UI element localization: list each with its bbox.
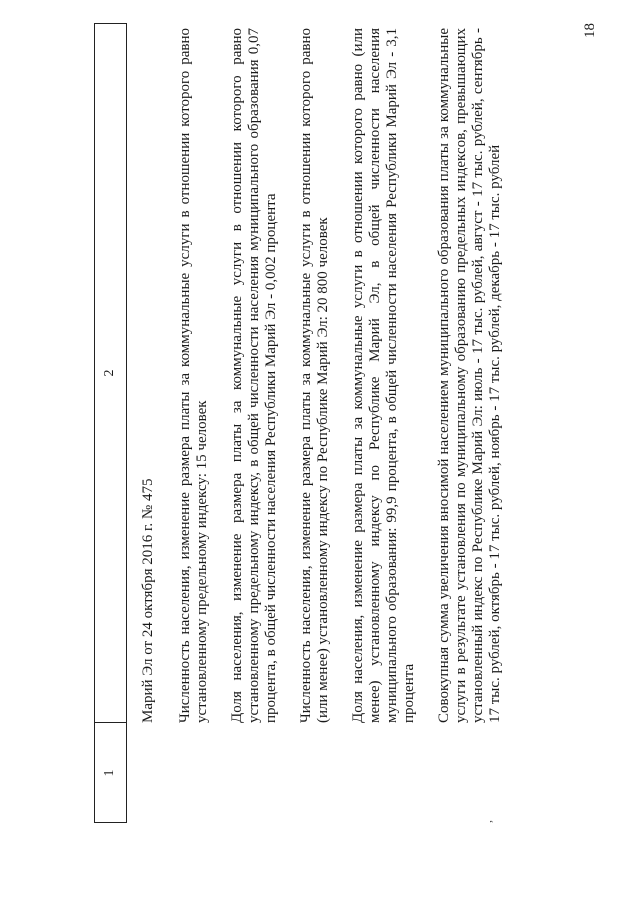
table-top-border <box>94 23 95 823</box>
table-header-divider <box>126 23 127 823</box>
text-block: Доля населения, изменение размера платы за коммунальные услуги в отношении которого равно установленному предельному индексу, в общей численности населения муниципального образования 0,07 процента, в общей численности населения Республики Марий Эл - 0,002 процента <box>229 28 279 723</box>
column-1-header: 1 <box>102 769 117 777</box>
table-right-border <box>94 23 126 24</box>
dateline: Марий Эл от 24 октября 2016 г. № 475 <box>140 478 156 723</box>
text-block: Численность населения, изменение размера платы за коммунальные услуги в отношении которого равно (или менее) установленному индексу по Республике Марий Эл: 20 800 человек <box>298 28 331 723</box>
text-block: Численность населения, изменение размера платы за коммунальные услуги в отношении которого равно установленному предельному индексу: 15 человек <box>177 28 210 723</box>
table-column-divider <box>94 722 126 723</box>
column-2-header: 2 <box>102 369 117 377</box>
column-2-content <box>140 28 522 723</box>
text-block: Доля населения, изменение размера платы за коммунальные услуги в отношении которого равно (или менее) установленному индексу по Республике Марий Эл, в общей численности населения муниципального образования: 99,9 процента, в общей численности населения Республики Марий Эл - 3,1 процента <box>350 28 417 723</box>
page-number: 18 <box>582 23 598 38</box>
stray-mark: , <box>480 820 494 823</box>
table-left-border <box>94 822 126 823</box>
text-block: Совокупная сумма увеличения вносимой населением муниципального образования платы за коммунальные услуги в результате установления по муниципальному образованию предельных индексов, превышающих установленный индекс по Республике Марий Эл: июль - 17 тыс. рублей, август - 17 тыс. рублей, сентябрь - 17 тыс. рублей, октябрь - 17 тыс. рублей, ноябрь - 17 тыс. рублей, декабрь - 17 тыс. рублей <box>436 28 503 723</box>
continuation-table <box>94 23 564 823</box>
